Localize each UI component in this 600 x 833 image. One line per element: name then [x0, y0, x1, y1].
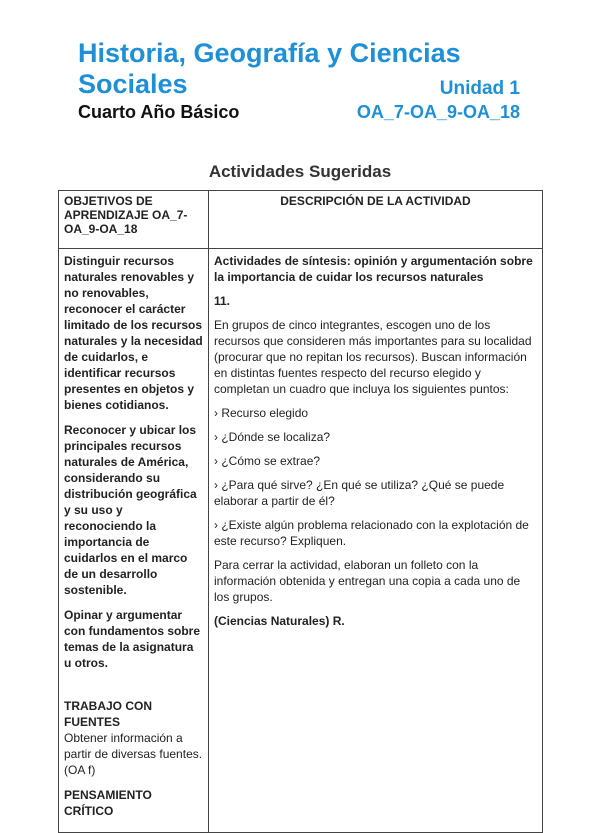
header-description: DESCRIPCIÓN DE LA ACTIVIDAD: [209, 191, 543, 249]
activity-point: › ¿Existe algún problema relacionado con la explotación de este recurso? Expliquen.: [214, 518, 529, 548]
skill-title: TRABAJO CON FUENTES: [64, 699, 153, 729]
description-cell: [209, 249, 543, 833]
activity-point: › ¿Dónde se localiza?: [214, 430, 331, 444]
objective-item: Distinguir recursos naturales renovables y no renovables, reconocer el carácter limitado de los recursos naturales y la necesidad de cuidarlos, e identificar recursos presentes en objetos y bienes cotidianos.: [64, 254, 203, 412]
activity-point: › Recurso elegido: [214, 406, 309, 420]
activity-table: [58, 190, 543, 833]
unit-label: Unidad 1: [439, 78, 520, 99]
objective-item: Reconocer y ubicar los principales recursos naturales de América, considerando su distribución geográfica y su uso y reconociendo la importancia de cuidarlos en el marco de un desarrollo sostenible.: [64, 423, 197, 597]
skill-text: Obtener información a partir de diversas fuentes. (OA f): [64, 731, 203, 777]
activity-closing: Para cerrar la actividad, elaboran un folleto con la información obtenida y entregan una copia a cada uno de los grupos.: [214, 558, 521, 604]
objectives-cell: [59, 249, 209, 833]
activity-point: › ¿Para qué sirve? ¿En qué se utiliza? ¿Qué se puede elaborar a partir de él?: [214, 478, 505, 508]
document-title: Historia, Geografía y Ciencias Sociales: [78, 38, 461, 99]
table-row: [59, 249, 543, 833]
objective-item: Opinar y argumentar con fundamentos sobre temas de la asignatura u otros.: [64, 608, 201, 670]
oa-codes: OA_7-OA_9-OA_18: [356, 102, 520, 122]
table-header-row: [59, 191, 543, 249]
activity-reference: (Ciencias Naturales) R.: [214, 614, 345, 628]
activity-title: Actividades de síntesis: opinión y argumentación sobre la importancia de cuidar los recursos naturales: [214, 254, 533, 284]
header-objectives: OBJETIVOS DE APRENDIZAJE OA_7-OA_9-OA_18: [59, 191, 209, 249]
activity-intro: En grupos de cinco integrantes, escogen uno de los recursos que consideren más importantes para su localidad (procurar que no repitan los recursos). Buscan información en distintas fuentes respecto del recurso elegido y completan un cuadro que incluya los siguientes puntos:: [214, 318, 532, 396]
activity-number: 11.: [214, 294, 231, 308]
activity-point: › ¿Cómo se extrae?: [214, 454, 321, 468]
skill-title: PENSAMIENTO CRÍTICO: [64, 788, 152, 818]
grade-label: Cuarto Año Básico: [78, 102, 240, 122]
section-title: Actividades Sugeridas: [208, 162, 392, 181]
